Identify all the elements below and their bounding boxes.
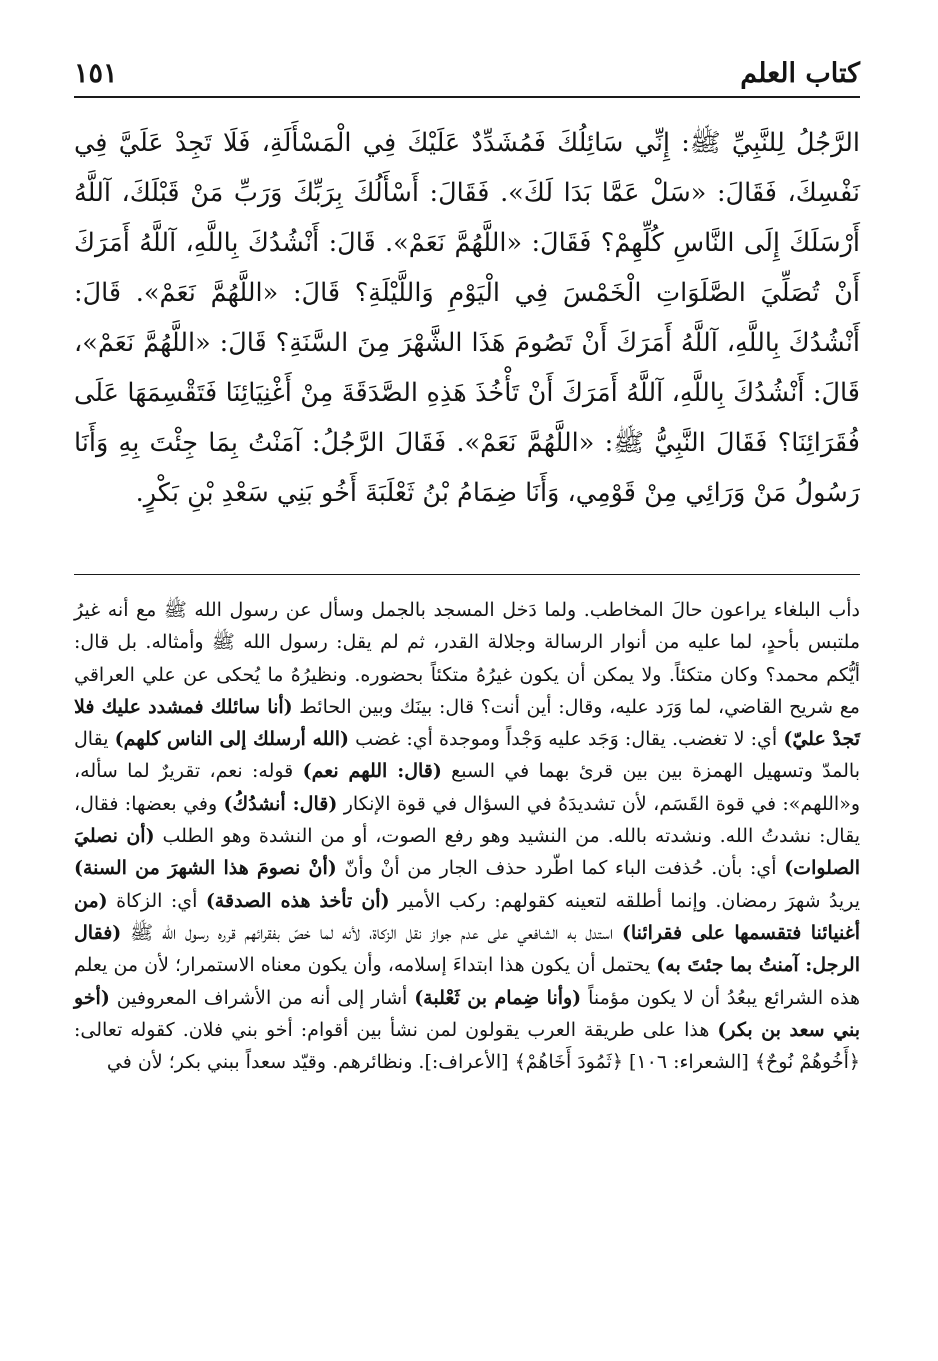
quoted-phrase: (وأنا ضِمام بن ثَعْلبة) bbox=[414, 986, 582, 1009]
commentary-segment: هذا على طريقة العرب يقولون لمن نشأ بين أقوام: أخو بني فلان. كقوله تعالى: ﴿أَخُوهُمْ نُوحٌ﴾ [الشعراء: ١٠٦] ﴿ثَمُودَ أَخَاهُمْ﴾ [الأعراف:]. ونظائرهم. وقيّد سعداً ببني بكر؛ لأن في bbox=[74, 1018, 860, 1074]
hadith-paragraph: الرَّجُلُ لِلنَّبِيِّ ﷺ: إِنِّي سَائِلُكَ فَمُشَدِّدٌ عَلَيْكَ فِي الْمَسْأَلَةِ، فَلَا تَجِدْ عَلَيَّ فِي نَفْسِكَ، فَقَالَ: «سَلْ عَمَّا بَدَا لَكَ». فَقَالَ: أَسْأَلُكَ بِرَبِّكَ وَرَبِّ مَنْ قَبْلَكَ، آللَّهُ أَرْسَلَكَ إِلَى النَّاسِ كُلِّهِمْ؟ فَقَالَ: «اللَّهُمَّ نَعَمْ». قَالَ: أَنْشُدُكَ بِاللَّهِ، آللَّهُ أَمَرَكَ أَنْ تُصَلِّيَ الصَّلَوَاتِ الْخَمْسَ فِي الْيَوْمِ وَاللَّيْلَةِ؟ قَالَ: «اللَّهُمَّ نَعَمْ». قَالَ: أَنْشُدُكَ بِاللَّهِ، آللَّهُ أَمَرَكَ أَنْ تَصُومَ هَذَا الشَّهْرَ مِنَ السَّنَةِ؟ قَالَ: «اللَّهُمَّ نَعَمْ»، قَالَ: أَنْشُدُكَ بِاللَّهِ، آللَّهُ أَمَرَكَ أَنْ تَأْخُذَ هَذِهِ الصَّدَقَةَ مِنْ أَغْنِيَائِنَا فَتَقْسِمَهَا عَلَى فُقَرَائِنَا؟ فَقَالَ النَّبِيُّ ﷺ: «اللَّهُمَّ نَعَمْ». فَقَالَ الرَّجُلُ: آمَنْتُ بِمَا جِئْتَ بِهِ وَأَنَا رَسُولُ مَنْ وَرَائِي مِنْ قَوْمِي، وَأَنَا ضِمَامُ بْنُ ثَعْلَبَةَ أَخُو بَنِي سَعْدِ بْنِ بَكْرٍ. bbox=[74, 128, 860, 508]
commentary-segment: أي: بأن. حُذفت الباء كما اطّرد حذف الجار من أنْ وأنّ bbox=[336, 857, 785, 880]
quoted-phrase: (الله أرسلك إلى الناس كلهم) bbox=[114, 728, 350, 751]
quoted-phrase: (أن نصليَ الصلوات) bbox=[74, 825, 860, 880]
quoted-phrase: (أخو بني سعد بن بكر) bbox=[74, 986, 860, 1041]
commentary-segment: دأب البلغاء يراعون حالَ المخاطب. ولما دَخل المسجد بالجمل وسأل عن رسول الله ﷺ مع أنه غيرُ ملتبس بأحدٍ، لما عليه من أنوار الرسالة وجلالة القدر، ثم لم يقل: رسول الله ﷺ وأمثاله. بل قال: أيُّكم محمد؟ وكان متكئاً. ولا يمكن أن يكون غيرُهُ متكئاً بحضوره. ونظيرُهُ ما يُحكى عن علي العراقي مع شريح القاضي، لما وَرَد عليه، وقال: أين أنت؟ قال: بينَك وبين الحائط bbox=[74, 599, 860, 718]
commentary-text bbox=[74, 594, 860, 1078]
commentary-segment: أي: لا تغضب. يقال: وَجَد عليه وَجْداً وموجدة أي: غضب bbox=[349, 728, 784, 751]
quoted-phrase: (فقال الرجل: آمنتُ بما جئتَ به) bbox=[74, 921, 860, 977]
quoted-phrase: (قال: أنشدُكُ) bbox=[223, 792, 338, 815]
quoted-phrase: (أن تأخذ هذه الصدقة) bbox=[205, 889, 390, 912]
commentary-segment: أشار إلى أنه من الأشراف المعروفين bbox=[109, 986, 415, 1009]
running-title: كتاب العلم bbox=[740, 58, 860, 89]
commentary-paragraph bbox=[74, 594, 860, 1078]
quoted-phrase: (أنا سائلك فمشدد عليك فلا تَجدْ عليّ) bbox=[74, 695, 861, 751]
commentary-segment: أي: الزكاة bbox=[107, 889, 206, 912]
commentary-segment: استدل به الشافعي على عدم جواز نقل الزكاة، لأنه لما خصّ بفقرائهم قرره رسول الله ﷺ bbox=[121, 921, 622, 944]
page-header bbox=[74, 56, 860, 98]
page-number: ١٥١ bbox=[74, 58, 118, 89]
commentary-segment: يقال بالمدّ وتسهيل الهمزة بين بين قرئ بهما في السبع bbox=[74, 728, 860, 783]
quoted-phrase: (قال: اللهم نعم) bbox=[302, 760, 442, 783]
commentary-segment: وفي بعضها: فقال، يقال: نشدتُ الله. ونشدته بالله. من النشيد وهو رفع الصوت، أو من النشدة وهو الطلب bbox=[74, 792, 860, 848]
footnote-separator bbox=[74, 574, 860, 575]
hadith-text bbox=[74, 118, 860, 518]
commentary-segment: يحتمل أن يكون هذا ابتداءَ إسلامه، وأن يكون معناه الاستمرار؛ لأن من يعلم هذه الشرائع يبعُدُ أن لا يكون مؤمناً bbox=[74, 954, 861, 1009]
commentary-segment: قوله: نعم، تقريرٌ لما سأله، و«اللهم»: في قوة القَسَم، لأن تشديدَهُ في السؤال في قوة الإنكار bbox=[74, 760, 860, 815]
quoted-phrase: (من أغنيائنا فتقسمها على فقرائنا) bbox=[74, 889, 860, 944]
commentary-segment: يريدُ شهرَ رمضان. وإنما أطلقه لتعينه كقولهم: ركب الأمير bbox=[389, 889, 860, 912]
quoted-phrase: (أنْ نصومَ هذا الشهرَ من السنة) bbox=[74, 857, 337, 880]
